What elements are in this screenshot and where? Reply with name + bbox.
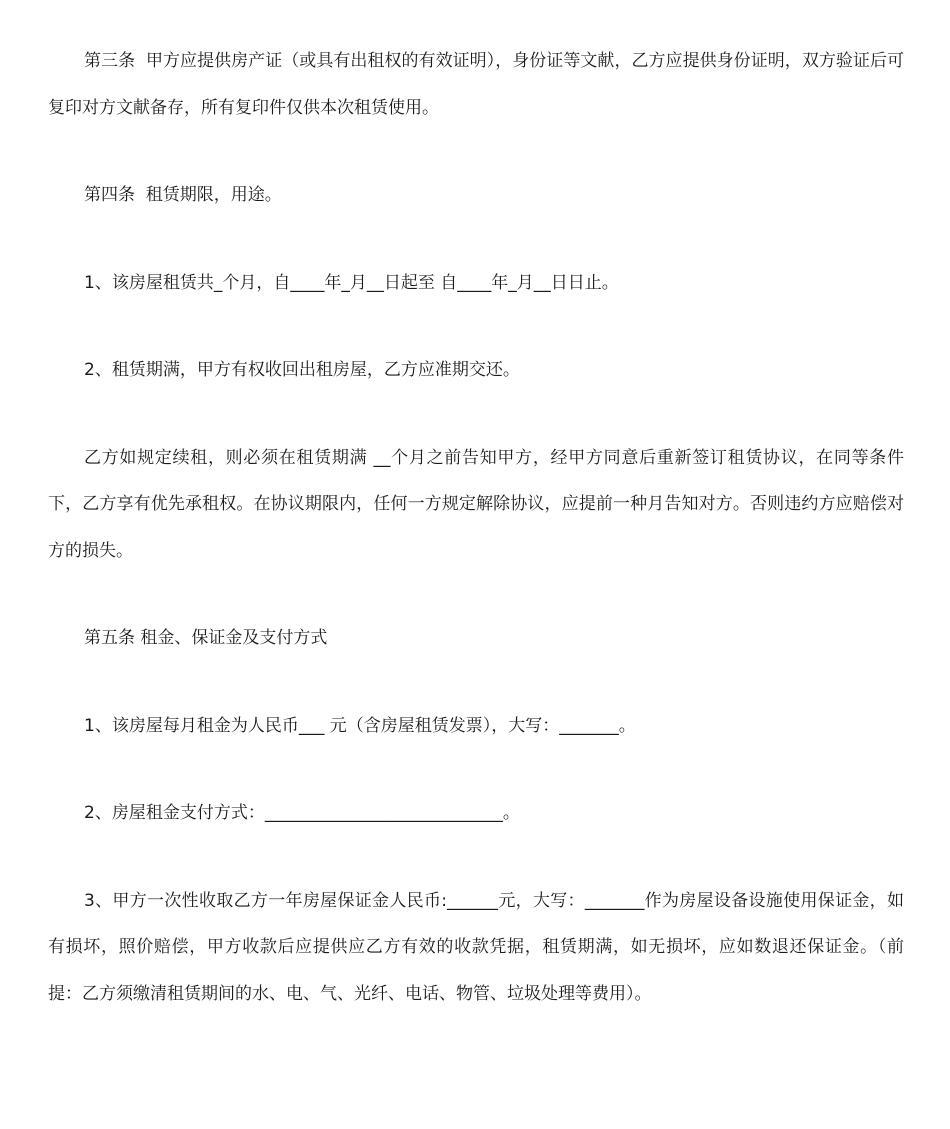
document-page — [48, 38, 904, 1017]
clause-4-heading: 第四条 租赁期限，用途。 — [84, 185, 282, 205]
lease-expiry-item: 2、租赁期满，甲方有权收回出租房屋，乙方应准期交还。 — [84, 360, 520, 380]
renewal-paragraph: 乙方如规定续租，则必须在租赁期满 __个月之前告知甲方，经甲方同意后重新签订租赁协议，在同等条件下，乙方享有优先承租权。在协议期限内，任何一方规定解除协议，应提前一种月告知对方。否则违约方应赔偿对方的损失。 — [48, 447, 904, 561]
lease-term-item: 1、该房屋租赁共_个月，自____年_月__日起至 自____年_月__日日止。 — [84, 272, 619, 293]
clause-5-heading: 第五条 租金、保证金及支付方式 — [84, 628, 328, 648]
clause-3-paragraph: 第三条 甲方应提供房产证（或具有出租权的有效证明），身份证等文献，乙方应提供身份证明，双方验证后可复印对方文献备存，所有复印件仅供本次租赁使用。 — [48, 51, 904, 118]
payment-method-item: 2、房屋租金支付方式：____________________________。 — [84, 803, 520, 823]
deposit-item: 3、甲方一次性收取乙方一年房屋保证金人民币:______元，大写：_______作为房屋设备设施使用保证金，如有损坏，照价赔偿，甲方收款后应提供应乙方有效的收款凭据，租赁期满，如无损坏，应如数退还保证金。（前提：乙方须缴清租赁期间的水、电、气、光纤、电话、物管、垃圾处理等费用）。 — [48, 890, 904, 1004]
monthly-rent-item: 1、该房屋每月租金为人民币___ 元（含房屋租赁发票），大写：_______。 — [84, 715, 636, 736]
